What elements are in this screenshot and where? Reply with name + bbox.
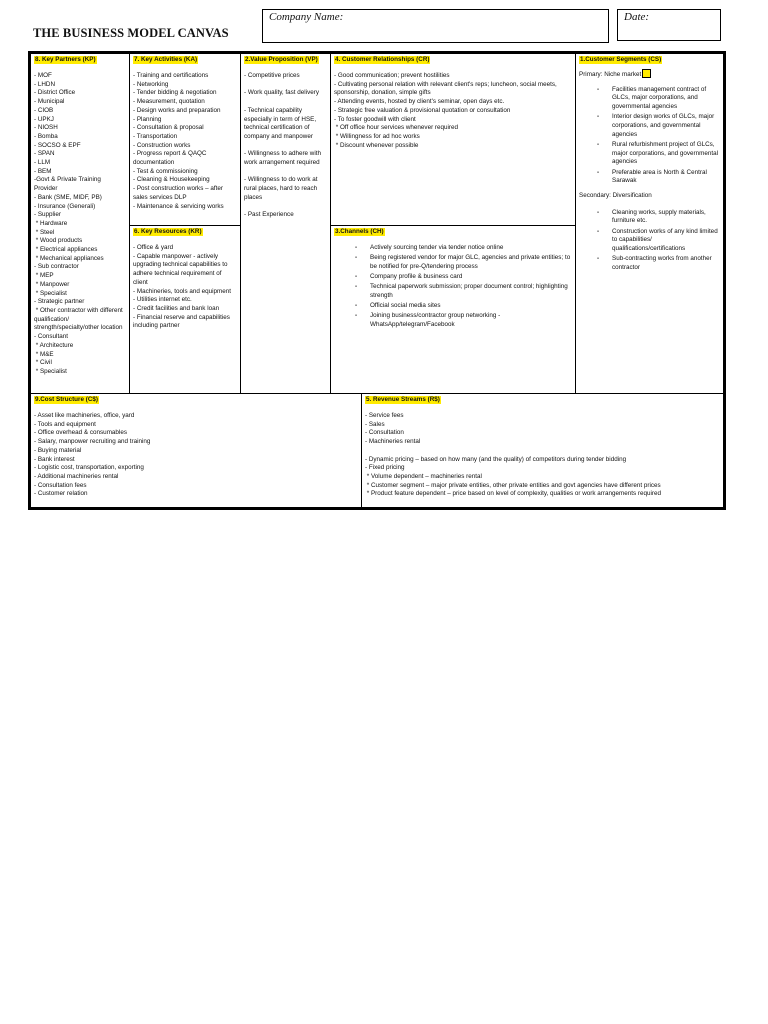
key-partners-block: [31, 54, 130, 394]
text-line: * Architecture: [34, 341, 74, 349]
text-line: - MOF: [34, 72, 52, 79]
list-item: - Technical paperwork submission; proper document control; highlighting strength: [370, 283, 572, 300]
text-line: - Maintenance & servicing works: [133, 202, 224, 210]
text-line: * Hardware: [34, 219, 68, 227]
text-line: [244, 98, 327, 107]
text-line: [244, 203, 327, 212]
text-line: - Insurance (Generali): [34, 202, 96, 210]
text-line: * Specialist: [34, 289, 67, 297]
revenue-streams-block: [362, 394, 723, 507]
key-activities-list: [133, 72, 237, 211]
text-line: - Customer relation: [34, 490, 88, 498]
revenue-streams-title: 5. Revenue Streams (R$): [366, 396, 440, 403]
customer-relationships-block: [331, 54, 576, 226]
text-line: - Work quality, fast delivery: [244, 89, 320, 97]
primary-segment-list: [579, 86, 720, 186]
key-resources-list: [133, 244, 237, 331]
list-item: - Official social media sites: [370, 302, 572, 311]
text-line: - Salary, manpower recruiting and training: [34, 438, 151, 446]
text-line: - Financial reserve and capabilities including partner: [133, 313, 232, 330]
text-line: - Strategic free valuation & provisional quotation or consultation: [334, 106, 511, 114]
text-line: - Machineries, tools and equipment: [133, 287, 232, 295]
secondary-segment-label: Secondary: Diversification: [579, 191, 652, 199]
value-proposition-list: [244, 72, 327, 220]
text-line: - NIOSH: [34, 124, 58, 132]
text-line: [244, 168, 327, 177]
secondary-segment-list: [579, 209, 720, 273]
text-line: - Design works and preparation: [133, 106, 221, 114]
page-title: THE BUSINESS MODEL CANVAS: [33, 26, 229, 40]
text-line: - Bomba: [34, 132, 58, 140]
text-line: - SOCSO & EPF: [34, 141, 81, 149]
text-line: * Wood products: [34, 237, 83, 245]
text-line: - Tender bidding & negotiation: [133, 89, 217, 97]
text-line: - Asset like machineries, office, yard: [34, 412, 135, 419]
text-line: - Dynamic pricing – based on how many (and the quality) of competitors during tender bidding: [365, 455, 627, 463]
text-line: [365, 447, 720, 456]
key-activities-title: 7. Key Activities (KA): [134, 56, 198, 63]
text-line: - BEM: [34, 167, 52, 175]
text-line: - Training and certifications: [133, 72, 209, 79]
text-line: - Municipal: [34, 98, 65, 106]
text-line: * Volume dependent – machineries rental: [365, 472, 482, 480]
text-line: - Consultant: [34, 333, 68, 341]
text-line: - Competitive prices: [244, 72, 300, 79]
text-line: - Good communication; prevent hostilities: [334, 72, 450, 79]
text-line: * Product feature dependent – price based on level of complexity, qualities or work arrangements required: [365, 490, 662, 498]
text-line: - Construction works: [133, 141, 191, 149]
text-line: - Tools and equipment: [34, 420, 96, 428]
channels-title: 3.Channels (CH): [335, 228, 384, 235]
text-line: - Consultation: [365, 429, 404, 437]
text-line: - Bank interest: [34, 455, 75, 463]
text-line: - Office & yard: [133, 244, 174, 251]
company-name-label: Company Name:: [269, 11, 344, 23]
list-item: - Sub-contracting works from another contractor: [612, 255, 720, 272]
text-line: * MEP: [34, 272, 54, 280]
cost-structure-block: [31, 394, 362, 507]
value-proposition-block: [241, 54, 331, 394]
text-line: * Civil: [34, 359, 52, 367]
text-line: - Sub contractor: [34, 263, 79, 271]
text-line: - Transportation: [133, 132, 178, 140]
text-line: - UPKJ: [34, 115, 54, 123]
text-line: [244, 142, 327, 151]
revenue-streams-list: [365, 412, 720, 499]
text-line: - Past Experience: [244, 211, 294, 219]
cost-structure-title: 9.Cost Structure (C$): [35, 396, 98, 403]
text-line: [244, 81, 327, 90]
text-line: - Utilities internet etc.: [133, 296, 192, 304]
text-line: - Buying material: [34, 446, 82, 454]
text-line: * M&E: [34, 350, 54, 358]
text-line: - Credit facilities and bank loan: [133, 304, 220, 312]
text-line: * Other contractor with different qualification/ strength/specialty/other location: [34, 306, 125, 332]
text-line: - Willingness to adhere with work arrangement required: [244, 150, 323, 167]
text-line: - Logistic cost, transportation, exporting: [34, 464, 144, 472]
text-line: - Consultation & proposal: [133, 124, 204, 132]
key-activities-block: [130, 54, 241, 226]
text-line: * Electrical appliances: [34, 246, 98, 254]
list-item: - Construction works of any kind limited to capabilities/ qualifications/certifications: [612, 228, 720, 254]
channels-list: [334, 244, 572, 330]
list-item: - Facilities management contract of GLCs, major corporations, and governmental agencies: [612, 86, 720, 112]
list-item: - Cleaning works, supply materials, furniture etc.: [612, 209, 720, 226]
business-model-canvas: [28, 51, 726, 510]
key-partners-title: 8. Key Partners (KP): [35, 56, 96, 63]
list-item: - Being registered vendor for major GLC, agencies and private entities; to be notified for pre-Q/tendering process: [370, 254, 572, 271]
text-line: - Machineries rental: [365, 438, 421, 446]
cost-structure-list: [34, 412, 358, 499]
text-line: - District Office: [34, 89, 76, 97]
primary-segment-label: Primary: Niche market: [579, 71, 642, 78]
key-resources-block: [130, 226, 241, 394]
text-line: * Discount whenever possible: [334, 141, 419, 149]
list-item: - Actively sourcing tender via tender notice online: [370, 244, 572, 253]
text-line: - Office overhead & consumables: [34, 429, 127, 437]
key-partners-list: [34, 72, 126, 377]
text-line: - Cultivating personal relation with relevant client's reps; luncheon, social meets, sponsorship, donation, simple gifts: [334, 80, 559, 97]
text-line: - Supplier: [34, 211, 61, 219]
text-line: - Post construction works – after sales services DLP: [133, 185, 225, 201]
date-field[interactable]: [617, 9, 721, 41]
text-line: - Strategic partner: [34, 298, 85, 306]
text-line: - LLM: [34, 159, 51, 167]
text-line: - Measurement, quotation: [133, 98, 205, 106]
list-item: - Rural refurbishment project of GLCs, major corporations, and governmental agencies: [612, 141, 720, 167]
date-label: Date:: [624, 11, 650, 23]
text-line: - CIOB: [34, 106, 54, 114]
key-resources-title: 6. Key Resources (KR): [134, 228, 202, 235]
text-cursor-marker: [642, 69, 651, 78]
text-line: - Bank (SME, MIDF, PB): [34, 193, 102, 201]
text-line: * Willingness for ad hoc works: [334, 132, 420, 140]
list-item: - Interior design works of GLCs, major corporations, and governmental agencies: [612, 113, 720, 139]
text-line: - Planning: [133, 115, 162, 123]
text-line: * Steel: [34, 228, 55, 236]
list-item: - Joining business/contractor group networking - WhatsApp/telegram/Facebook: [370, 312, 572, 329]
customer-relationships-title: 4. Customer Relationships (CR): [335, 56, 430, 63]
text-line: * Specialist: [34, 367, 67, 375]
text-line: - Fixed pricing: [365, 464, 405, 472]
text-line: - To foster goodwill with client: [334, 115, 416, 123]
channels-block: [331, 226, 576, 394]
text-line: - Progress report & QAQC documentation: [133, 150, 209, 167]
text-line: - Test & commissioning: [133, 167, 198, 175]
text-line: - Sales: [365, 420, 385, 428]
text-line: * Mechanical appliances: [34, 254, 104, 262]
text-line: - Willingness to do work at rural places, hard to reach places: [244, 176, 320, 201]
text-line: - Capable manpower - actively upgrading technical capabilities to adhere technical requirement of client: [133, 252, 230, 286]
customer-relationships-list: [334, 72, 572, 150]
customer-segments-title: 1.Customer Segments (CS): [580, 56, 662, 63]
text-line: - SPAN: [34, 150, 55, 158]
customer-segments-block: [576, 54, 723, 394]
value-proposition-title: 2.Value Proposition (VP): [245, 56, 318, 63]
text-line: - Technical capability especially in term of HSE, technical certification of company and manpower: [244, 106, 318, 140]
text-line: * Customer segment – major private entities, other private entities and govt agencies have different prices: [365, 481, 661, 489]
text-line: - Consultation fees: [34, 481, 87, 489]
text-line: * Manpower: [34, 280, 70, 288]
text-line: - Attending events, hosted by client's seminar, open days etc.: [334, 98, 505, 106]
text-line: - Service fees: [365, 412, 404, 419]
list-item: - Preferable area is North & Central Sarawak: [612, 169, 720, 186]
text-line: - LHDN: [34, 80, 55, 88]
text-line: - Networking: [133, 80, 169, 88]
text-line: - Cleaning & Housekeeping: [133, 176, 210, 184]
company-name-field[interactable]: [262, 9, 609, 43]
text-line: -Govt & Private Training Provider: [34, 176, 103, 193]
text-line: * Off office hour services whenever required: [334, 124, 459, 132]
list-item: - Company profile & business card: [370, 273, 572, 282]
text-line: - Additional machineries rental: [34, 472, 119, 480]
